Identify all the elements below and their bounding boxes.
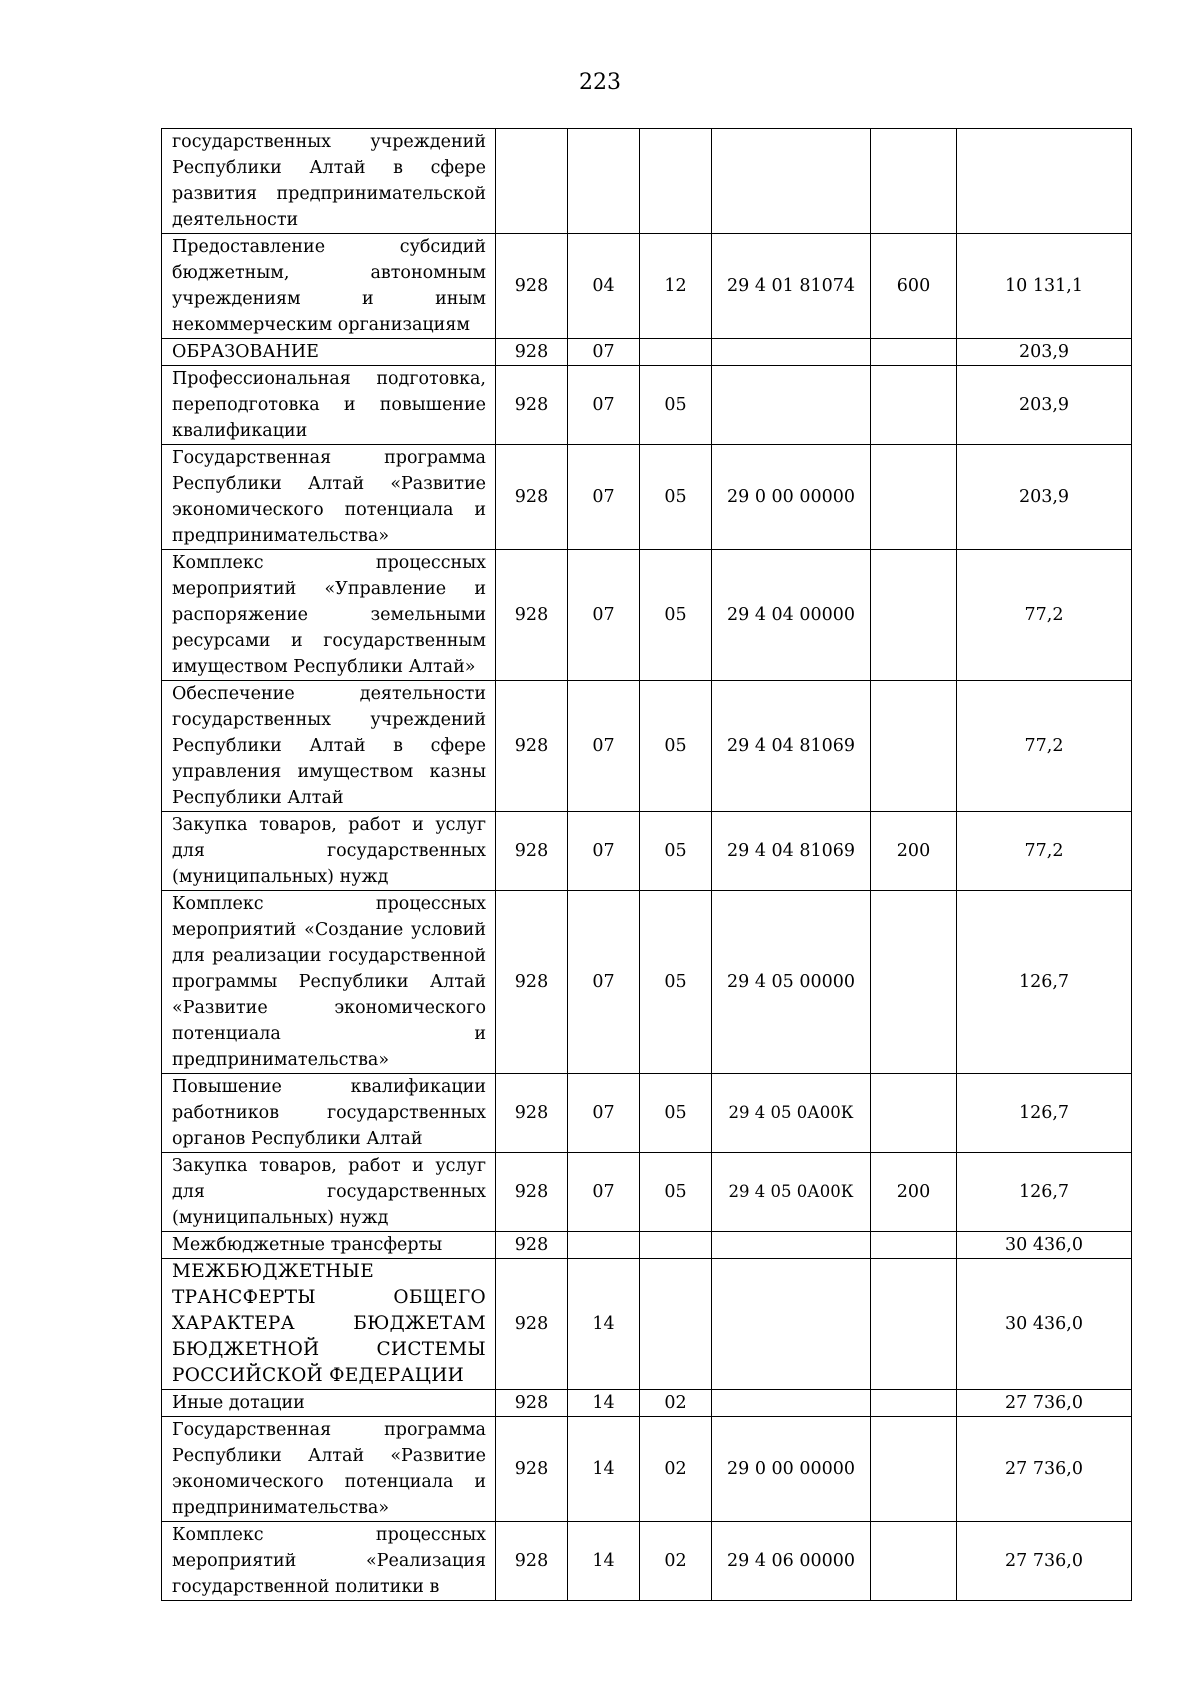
cell-pr: 05 <box>640 445 712 550</box>
cell-pr <box>640 1232 712 1259</box>
cell-csr: 29 4 05 0А00К <box>712 1153 871 1232</box>
cell-vr: 200 <box>871 1153 957 1232</box>
cell-csr: 29 4 05 0А00К <box>712 1074 871 1153</box>
cell-rz <box>568 129 640 234</box>
cell-pr: 02 <box>640 1417 712 1522</box>
cell-vr <box>871 339 957 366</box>
cell-csr: 29 4 04 00000 <box>712 550 871 681</box>
cell-amount: 126,7 <box>957 1153 1132 1232</box>
cell-amount: 203,9 <box>957 339 1132 366</box>
cell-rz: 07 <box>568 445 640 550</box>
cell-amount: 30 436,0 <box>957 1259 1132 1390</box>
cell-grbs: 928 <box>496 1153 568 1232</box>
cell-grbs: 928 <box>496 1390 568 1417</box>
cell-pr: 02 <box>640 1390 712 1417</box>
cell-rz: 07 <box>568 550 640 681</box>
cell-pr <box>640 1259 712 1390</box>
cell-amount <box>957 129 1132 234</box>
cell-pr: 05 <box>640 812 712 891</box>
cell-csr: 29 4 04 81069 <box>712 681 871 812</box>
cell-csr: 29 4 06 00000 <box>712 1522 871 1601</box>
cell-csr: 29 4 04 81069 <box>712 812 871 891</box>
cell-pr: 05 <box>640 891 712 1074</box>
cell-amount: 126,7 <box>957 891 1132 1074</box>
cell-grbs: 928 <box>496 1259 568 1390</box>
cell-rz: 07 <box>568 1153 640 1232</box>
cell-vr <box>871 550 957 681</box>
cell-csr <box>712 366 871 445</box>
cell-pr: 05 <box>640 681 712 812</box>
cell-vr <box>871 1074 957 1153</box>
cell-pr: 05 <box>640 1074 712 1153</box>
cell-amount: 27 736,0 <box>957 1390 1132 1417</box>
cell-csr: 29 0 00 00000 <box>712 445 871 550</box>
cell-name: государственных учреждений Республики Алтай в сфере развития предпринимательской деятельности <box>162 129 496 234</box>
cell-grbs: 928 <box>496 681 568 812</box>
cell-vr <box>871 1522 957 1601</box>
cell-vr <box>871 366 957 445</box>
table-row <box>162 1074 1132 1153</box>
cell-vr <box>871 1390 957 1417</box>
cell-rz: 14 <box>568 1390 640 1417</box>
cell-name: Комплекс процессных мероприятий «Создание условий для реализации государственной программы Республики Алтай «Развитие экономического потенциала и предпринимательства» <box>162 891 496 1074</box>
cell-grbs: 928 <box>496 339 568 366</box>
cell-rz <box>568 1232 640 1259</box>
table-row <box>162 812 1132 891</box>
cell-grbs: 928 <box>496 366 568 445</box>
cell-vr: 600 <box>871 234 957 339</box>
cell-name: Комплекс процессных мероприятий «Управление и распоряжение земельными ресурсами и государственным имуществом Республики Алтай» <box>162 550 496 681</box>
cell-csr <box>712 129 871 234</box>
cell-grbs: 928 <box>496 550 568 681</box>
cell-grbs: 928 <box>496 1074 568 1153</box>
table-row <box>162 1522 1132 1601</box>
table-row <box>162 681 1132 812</box>
table-row <box>162 1153 1132 1232</box>
cell-csr <box>712 1232 871 1259</box>
table-row <box>162 234 1132 339</box>
table-row <box>162 339 1132 366</box>
cell-csr <box>712 1390 871 1417</box>
cell-csr <box>712 1259 871 1390</box>
table-row <box>162 550 1132 681</box>
cell-vr <box>871 1259 957 1390</box>
budget-table-body <box>162 129 1132 1601</box>
cell-csr: 29 0 00 00000 <box>712 1417 871 1522</box>
cell-amount: 30 436,0 <box>957 1232 1132 1259</box>
cell-name: Комплекс процессных мероприятий «Реализация государственной политики в <box>162 1522 496 1601</box>
table-row <box>162 891 1132 1074</box>
cell-amount: 27 736,0 <box>957 1417 1132 1522</box>
cell-pr: 12 <box>640 234 712 339</box>
cell-amount: 77,2 <box>957 812 1132 891</box>
table-row <box>162 129 1132 234</box>
cell-rz: 04 <box>568 234 640 339</box>
table-row <box>162 1390 1132 1417</box>
cell-name: Обеспечение деятельности государственных учреждений Республики Алтай в сфере управления имуществом казны Республики Алтай <box>162 681 496 812</box>
cell-grbs <box>496 129 568 234</box>
cell-pr: 05 <box>640 1153 712 1232</box>
cell-name: Предоставление субсидий бюджетным, автономным учреждениям и иным некоммерческим организациям <box>162 234 496 339</box>
cell-amount: 10 131,1 <box>957 234 1132 339</box>
cell-rz: 14 <box>568 1259 640 1390</box>
cell-name: Повышение квалификации работников государственных органов Республики Алтай <box>162 1074 496 1153</box>
cell-vr <box>871 1417 957 1522</box>
cell-rz: 14 <box>568 1522 640 1601</box>
cell-rz: 07 <box>568 1074 640 1153</box>
cell-amount: 203,9 <box>957 445 1132 550</box>
cell-amount: 77,2 <box>957 550 1132 681</box>
cell-name: Межбюджетные трансферты <box>162 1232 496 1259</box>
cell-name: Иные дотации <box>162 1390 496 1417</box>
page-number: 223 <box>579 70 621 95</box>
cell-rz: 07 <box>568 366 640 445</box>
cell-rz: 07 <box>568 339 640 366</box>
cell-vr <box>871 129 957 234</box>
cell-grbs: 928 <box>496 812 568 891</box>
cell-pr <box>640 339 712 366</box>
cell-rz: 14 <box>568 1417 640 1522</box>
cell-pr: 02 <box>640 1522 712 1601</box>
cell-csr: 29 4 01 81074 <box>712 234 871 339</box>
cell-vr <box>871 681 957 812</box>
cell-vr <box>871 1232 957 1259</box>
cell-grbs: 928 <box>496 445 568 550</box>
table-row <box>162 445 1132 550</box>
cell-amount: 126,7 <box>957 1074 1132 1153</box>
cell-amount: 77,2 <box>957 681 1132 812</box>
cell-name: ОБРАЗОВАНИЕ <box>162 339 496 366</box>
cell-csr: 29 4 05 00000 <box>712 891 871 1074</box>
cell-pr: 05 <box>640 366 712 445</box>
cell-grbs: 928 <box>496 1232 568 1259</box>
table-row <box>162 1417 1132 1522</box>
cell-name: Профессиональная подготовка, переподготовка и повышение квалификации <box>162 366 496 445</box>
cell-grbs: 928 <box>496 891 568 1074</box>
cell-grbs: 928 <box>496 1522 568 1601</box>
cell-csr <box>712 339 871 366</box>
cell-amount: 27 736,0 <box>957 1522 1132 1601</box>
cell-name: Закупка товаров, работ и услуг для государственных (муниципальных) нужд <box>162 1153 496 1232</box>
cell-amount: 203,9 <box>957 366 1132 445</box>
table-row <box>162 1259 1132 1390</box>
cell-pr <box>640 129 712 234</box>
cell-grbs: 928 <box>496 234 568 339</box>
cell-vr: 200 <box>871 812 957 891</box>
budget-table <box>161 128 1132 1601</box>
cell-rz: 07 <box>568 891 640 1074</box>
cell-vr <box>871 891 957 1074</box>
table-row <box>162 1232 1132 1259</box>
cell-vr <box>871 445 957 550</box>
cell-name: МЕЖБЮДЖЕТНЫЕ ТРАНСФЕРТЫ ОБЩЕГО ХАРАКТЕРА БЮДЖЕТАМ БЮДЖЕТНОЙ СИСТЕМЫ РОССИЙСКОЙ ФЕДЕРАЦИИ <box>162 1259 496 1390</box>
cell-grbs: 928 <box>496 1417 568 1522</box>
cell-rz: 07 <box>568 812 640 891</box>
cell-name: Государственная программа Республики Алтай «Развитие экономического потенциала и предпринимательства» <box>162 1417 496 1522</box>
cell-name: Государственная программа Республики Алтай «Развитие экономического потенциала и предпринимательства» <box>162 445 496 550</box>
cell-name: Закупка товаров, работ и услуг для государственных (муниципальных) нужд <box>162 812 496 891</box>
cell-pr: 05 <box>640 550 712 681</box>
table-row <box>162 366 1132 445</box>
cell-rz: 07 <box>568 681 640 812</box>
